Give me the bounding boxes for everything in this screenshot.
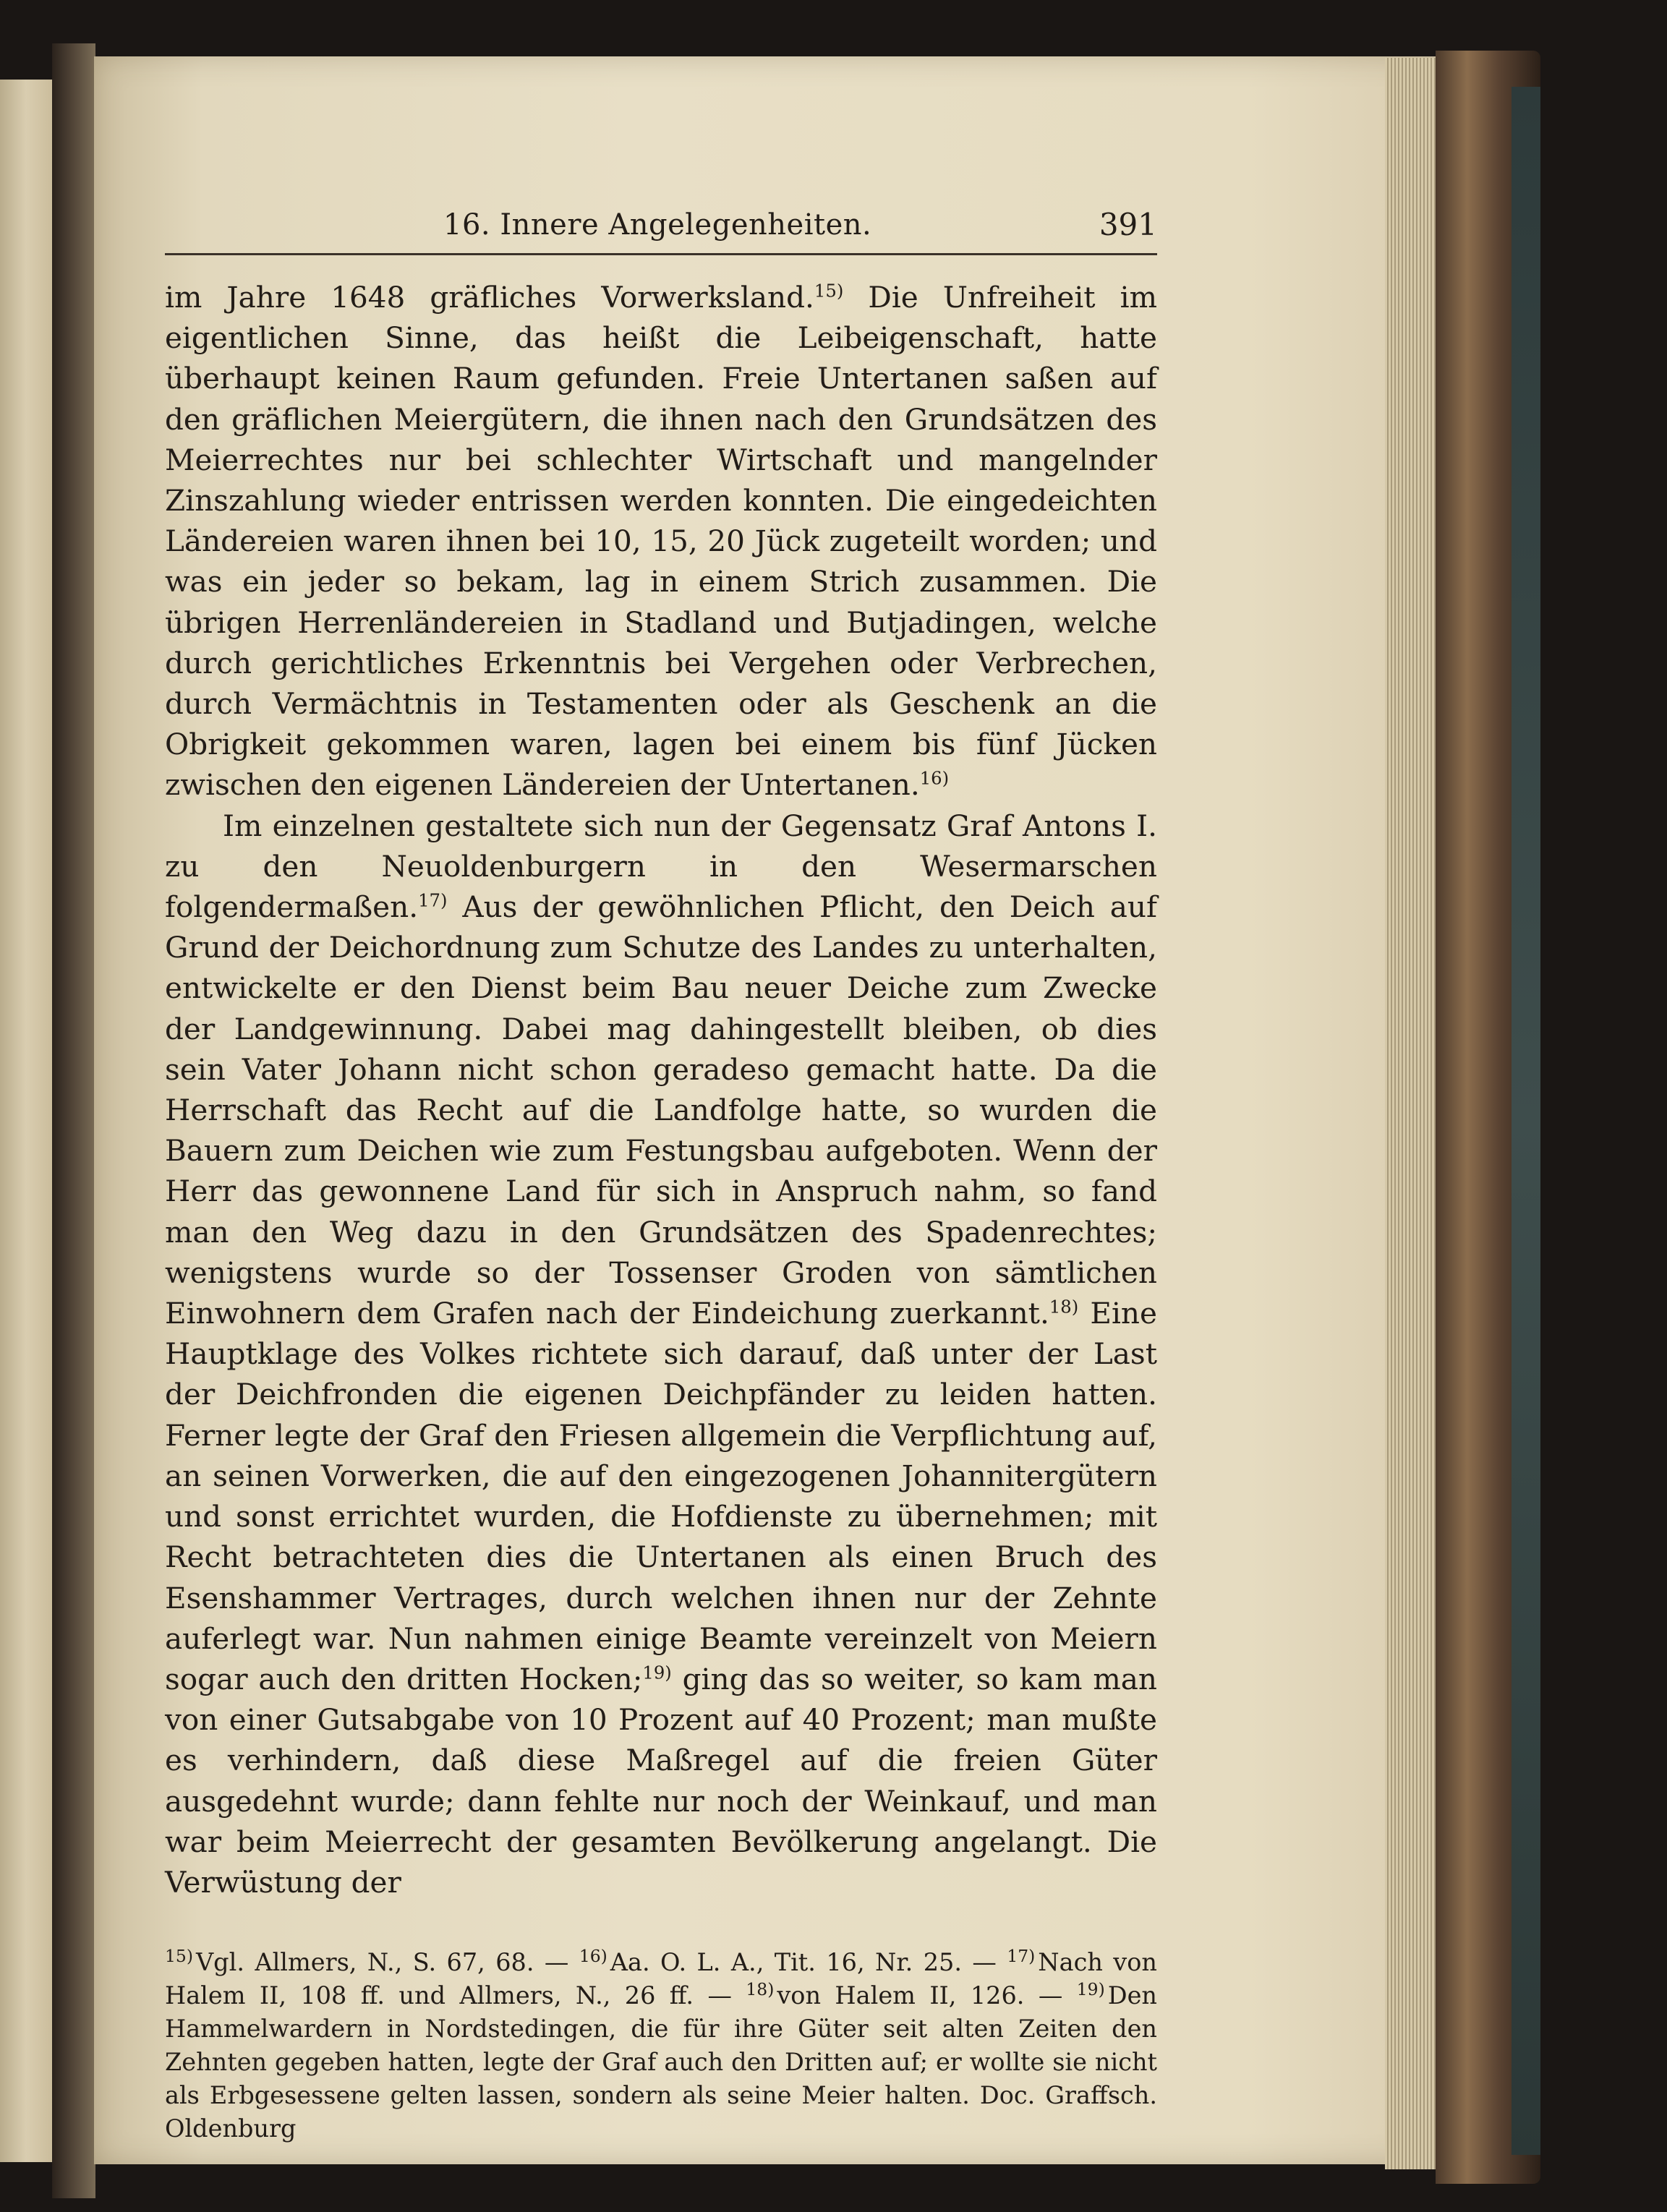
footnote-19: Den Hammelwardern in Nordstedingen, die für ihre Güter seit alten Zeiten den Zehnten gegeben hatten, legte der Graf auch den Dritten auf; er wollte sie nicht als Erbgesessene gelten lassen, sondern als seine Meier halten. Doc. Graffsch. Oldenburg xyxy=(165,1981,1157,2143)
page-number: 391 xyxy=(1099,207,1157,242)
paragraph-1-text-b: Die Unfreiheit im eigentlichen Sinne, das heißt die Leibeigenschaft, hatte überhaupt keinen Raum gefunden. Freie Untertanen saßen auf den gräflichen Meiergütern, die ihnen nach den Grundsätzen des Meierrechtes nur bei schlechter Wirtschaft und mangelnder Zinszahlung wieder entrissen werden konnten. Die eingedeichten Ländereien waren ihnen bei 10, 15, 20 Jück zugeteilt worden; und was ein jeder so bekam, lag in einem Strich zusammen. Die übrigen Herrenländereien in Stadland und Butjadingen, welche durch gerichtliches Erkenntnis bei Vergehen oder Verbrechen, durch Vermächtnis in Testamenten oder als Geschenk an die Obrigkeit gekommen waren, lagen bei einem bis fünf Jücken zwischen den eigenen Ländereien der Untertanen. xyxy=(165,280,1157,803)
footnote-line xyxy=(165,1946,1157,2145)
footnote-mark-16: 16) xyxy=(579,1945,607,1966)
paragraph-2-text-a: Im einzelnen gestaltete sich nun der Gegensatz Graf Antons I. zu den Neuoldenburgern in den Wesermarschen folgendermaßen. xyxy=(165,808,1157,925)
paragraph-2-text-d: ging das so weiter, so kam man von einer Gutsabgabe von 10 Prozent auf 40 Prozent; man mußte es verhindern, daß diese Maßregel auf die freien Güter ausgedehnt wurde; dann fehlte nur noch der Weinkauf, und man war beim Meierrecht der gesamten Bevölkerung angelangt. Die Verwüstung der xyxy=(165,1661,1157,1900)
footnote-mark-18: 18) xyxy=(746,1978,775,1999)
footnote-mark-17: 17) xyxy=(1007,1945,1036,1966)
footnote-ref-18: 18) xyxy=(1049,1296,1079,1318)
footnote-17: Nach von Halem II, 108 ff. und Allmers, N., 26 ff. — xyxy=(165,1948,1157,2010)
footnote-18: von Halem II, 126. — xyxy=(777,1981,1063,2010)
footnote-ref-17: 17) xyxy=(418,889,448,911)
footnotes xyxy=(165,1946,1157,2145)
running-head xyxy=(165,202,1157,255)
text-block xyxy=(165,202,1157,2145)
paragraph-2-text-b: Aus der gewöhnlichen Pflicht, den Deich auf Grund der Deichordnung zum Schutze des Landes zu unterhalten, entwickelte er den Dienst beim Bau neuer Deiche zum Zwecke der Landgewinnung. Dabei mag dahingestellt bleiben, ob dies sein Vater Johann nicht schon geradeso gemacht hatte. Da die Herrschaft das Recht auf die Landfolge hatte, so wurden die Bauern zum Deichen wie zum Festungsbau aufgeboten. Wenn der Herr das gewonnene Land für sich in Anspruch nahm, so fand man den Weg dazu in den Grundsätzen des Spadenrechtes; wenigstens wurde so der Tossenser Groden von sämtlichen Einwohnern dem Grafen nach der Eindeichung zuerkannt. xyxy=(165,889,1157,1331)
paragraph-2 xyxy=(165,806,1157,1903)
footnote-ref-19: 19) xyxy=(642,1662,672,1683)
footnote-ref-15: 15) xyxy=(814,280,844,302)
footnote-mark-19: 19) xyxy=(1076,1978,1105,1999)
paragraph-1-text-a: im Jahre 1648 gräfliches Vorwerksland. xyxy=(165,280,814,315)
footnote-15: Vgl. Allmers, N., S. 67, 68. — xyxy=(195,1948,569,1977)
body-text xyxy=(165,277,1157,1903)
book-gutter xyxy=(52,43,95,2198)
paragraph-2-text-c: Eine Hauptklage des Volkes richtete sich darauf, daß unter der Last der Deichfronden die eigenen Deichpfänder zu leiden hatten. Ferner legte der Graf den Friesen allgemein die Verpflichtung auf, an seinen Vorwerken, die auf den eingezogenen Johannitergütern und sonst errichtet wurden, die Hofdienste zu übernehmen; mit Recht betrachteten dies die Untertanen als einen Bruch des Esenshammer Vertrages, durch welchen ihnen nur der Zehnte auferlegt war. Nun nahmen einige Beamte vereinzelt von Meiern sogar auch den dritten Hocken; xyxy=(165,1296,1157,1696)
paragraph-1 xyxy=(165,277,1157,806)
page-edges xyxy=(1385,58,1436,2169)
footnote-16: Aa. O. L. A., Tit. 16, Nr. 25. — xyxy=(610,1948,997,1977)
running-title: 16. Innere Angelegenheiten. xyxy=(443,208,872,242)
left-page-edge xyxy=(0,80,54,2162)
cover-spine-strip xyxy=(1512,87,1540,2155)
footnote-mark-15: 15) xyxy=(165,1945,193,1966)
footnote-ref-16: 16) xyxy=(919,767,950,789)
